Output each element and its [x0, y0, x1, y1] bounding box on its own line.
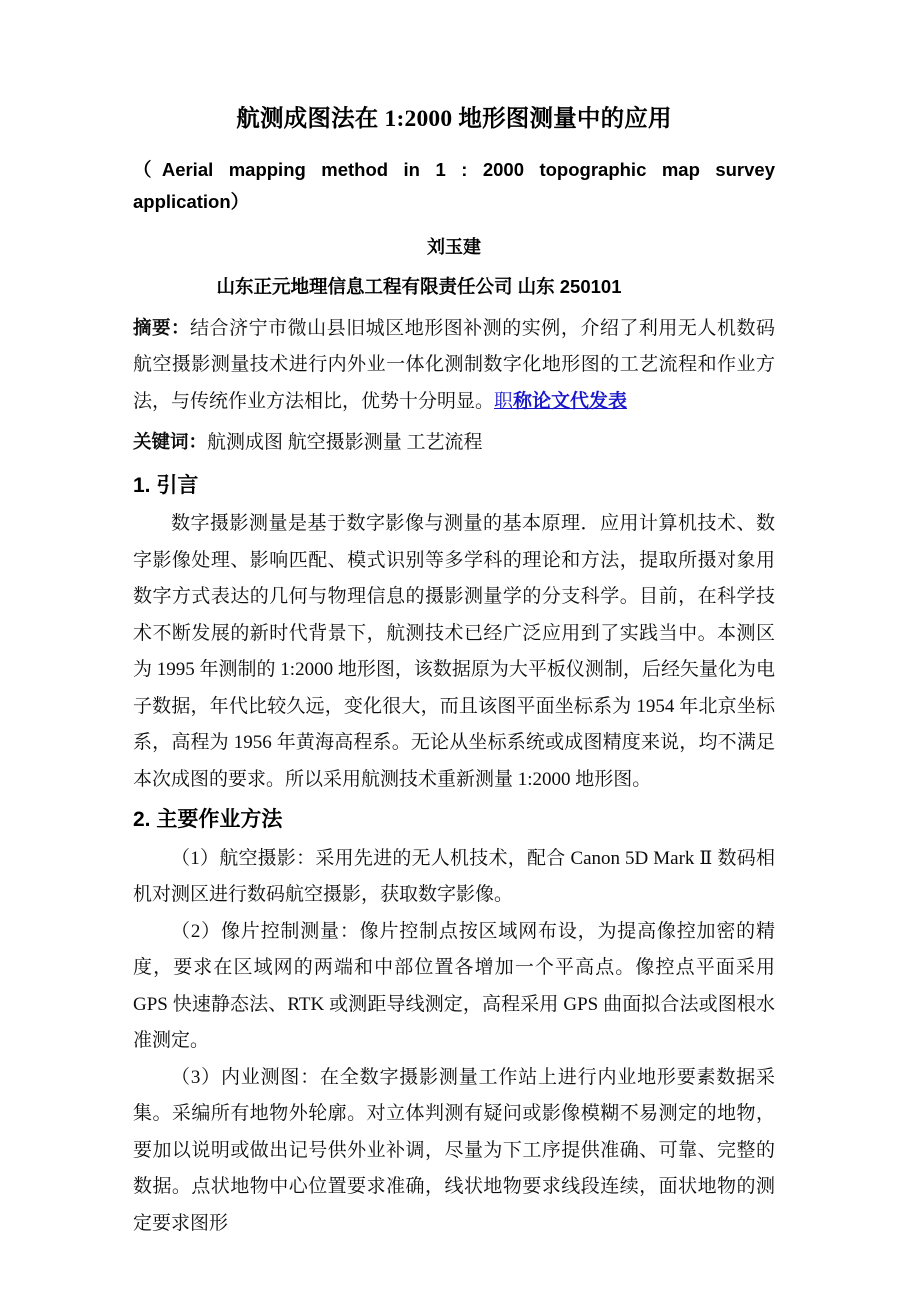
- section-heading-1: 1. 引言: [133, 473, 199, 497]
- section-1-paragraph-1: 数字摄影测量是基于数字影像与测量的基本原理．应用计算机技术、数字影像处理、影响匹配、模式识别等多学科的理论和方法，提取所摄对象用数字方式表达的几何与物理信息的摄影测量学的分支科学。目前，在科学技术不断发展的新时代背景下，航测技术已经广泛应用到了实践当中。本测区为 1995 年测制的 1:2000 地形图，该数据原为大平板仪测制，后经矢量化为电子数据，年代比较久远，变化很大，而且该图平面坐标系为 1954 年北京坐标系，高程为 1956 年黄海高程系。无论从坐标系统或成图精度来说，均不满足本次成图的要求。所以采用航测技术重新测量 1:2000 地形图。: [133, 513, 775, 790]
- section-heading-2: 2. 主要作业方法: [133, 808, 283, 832]
- paper-publishing-link[interactable]: [494, 391, 627, 412]
- abstract-text: 结合济宁市微山县旧城区地形图补测的实例，介绍了利用无人机数码航空摄影测量技术进行内外业一体化测制数字化地形图的工艺流程和作业方法，与传统作业方法相比，优势十分明显。: [133, 317, 775, 412]
- keywords-label: 关键词：: [133, 431, 208, 453]
- keywords-block: [133, 424, 775, 461]
- author-name: 刘玉建: [427, 237, 481, 258]
- link-text-part2: 称论文代发表: [513, 390, 628, 412]
- section-2-paragraph-3: （3）内业测图：在全数字摄影测量工作站上进行内业地形要素数据采集。采编所有地物外轮廓。对立体判测有疑问或影像模糊不易测定的地物，要加以说明或做出记号供外业补调，尽量为下工序提供准确、可靠、完整的数据。点状地物中心位置要求准确，线状地物要求线段连续，面状地物的测定要求图形: [133, 1066, 775, 1234]
- link-text-part1: 职: [494, 390, 514, 412]
- section-2-paragraph-2: （2）像片控制测量：像片控制点按区域网布设，为提高像控加密的精度，要求在区域网的两端和中部位置各增加一个平高点。像控点平面采用 GPS 快速静态法、RTK 或测距导线测定，高程采用 GPS 曲面拟合法或图根水准测定。: [133, 920, 775, 1052]
- abstract-label: 摘要：: [133, 316, 191, 338]
- english-title: （Aerial mapping method in 1 : 2000 topographic map survey application）: [133, 158, 775, 212]
- abstract-block: [133, 310, 775, 420]
- keywords-text: 航测成图 航空摄影测量 工艺流程: [207, 432, 483, 454]
- section-2-paragraph-1: （1）航空摄影：采用先进的无人机技术，配合 Canon 5D Mark Ⅱ 数码相机对测区进行数码航空摄影，获取数字影像。: [133, 847, 775, 906]
- author-affiliation: 山东正元地理信息工程有限责任公司 山东 250101: [216, 276, 622, 298]
- page-title: 航测成图法在 1:2000 地形图测量中的应用: [236, 106, 672, 132]
